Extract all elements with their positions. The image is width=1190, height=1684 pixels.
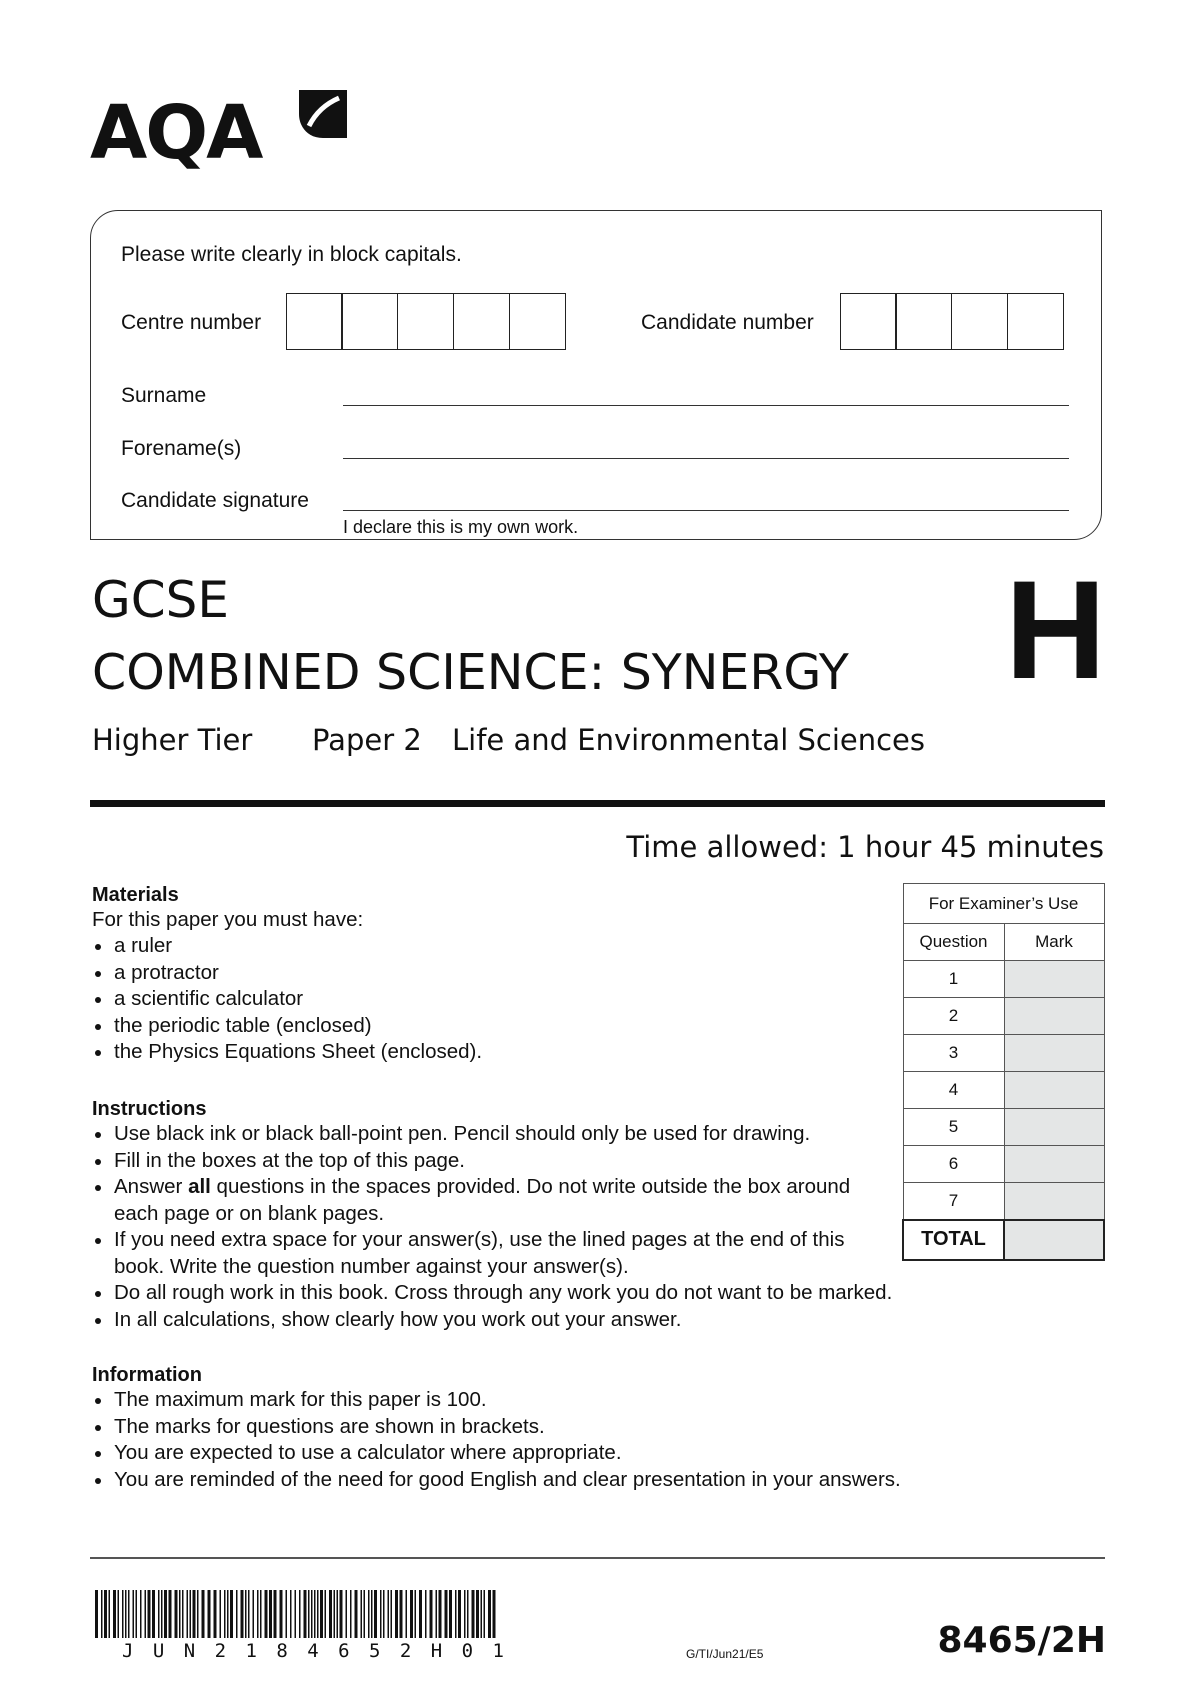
table-row [903,961,1104,998]
signature-label: Candidate signature [121,489,309,512]
barcode-bar [383,1590,385,1638]
barcode-bar [325,1590,327,1638]
instructions-section [92,1098,992,1333]
barcode-bar [274,1590,277,1638]
barcode-bar [410,1590,413,1638]
instructions-heading: Instructions [92,1098,207,1120]
time-allowed: Time allowed: 1 hour 45 minutes [626,830,1104,864]
barcode-bar [193,1590,196,1638]
tier-label: Higher Tier [92,723,253,757]
candidate-details-box [90,210,1102,540]
candidate-digit-box[interactable] [951,293,1008,350]
candidate-digit-box[interactable] [895,293,952,350]
candidate-number-boxes[interactable] [841,293,1064,350]
barcode-bar [158,1590,160,1638]
barcode-bar [304,1590,307,1638]
barcode-bar [145,1590,147,1638]
total-label: TOTAL [903,1220,1004,1260]
barcode-bar [161,1590,163,1638]
barcode-bar [118,1590,120,1638]
barcode-bar [164,1590,167,1638]
information-heading: Information [92,1364,202,1386]
barcode-bar [355,1590,358,1638]
barcode-bar [169,1590,172,1638]
list-item: a scientific calculator [92,986,892,1013]
barcode-bar [133,1590,135,1638]
barcode-bar [187,1590,189,1638]
barcode-bar [419,1590,422,1638]
list-item: Fill in the boxes at the top of this page. [92,1148,992,1175]
barcode-bar [299,1590,301,1638]
list-item: Do all rough work in this book. Cross through any work you do not want to be marked. [92,1280,992,1307]
barcode-bar [125,1590,127,1638]
barcode-bar [104,1590,107,1638]
barcode-bar [488,1590,491,1638]
centre-digit-box[interactable] [286,293,343,350]
barcode-bar [476,1590,479,1638]
qualification-title: GCSE [92,571,229,629]
barcode-bar [214,1590,217,1638]
barcode-bar [334,1590,336,1638]
mark-cell[interactable] [1004,1109,1104,1146]
barcode-bar [337,1590,339,1638]
barcode-bar [280,1590,283,1638]
title-divider [90,800,1105,807]
barcode-bar [395,1590,398,1638]
barcode-bar [308,1590,310,1638]
paper-code: 8465/2H [937,1620,1106,1661]
barcode-bar [380,1590,382,1638]
tier-letter: H [1005,551,1107,708]
barcode-bar [175,1590,178,1638]
barcode-bar [202,1590,205,1638]
candidate-digit-box[interactable] [1007,293,1064,350]
aqa-logo [90,86,350,181]
barcode-bar [415,1590,417,1638]
barcode-bar [458,1590,461,1638]
materials-list [92,933,892,1066]
materials-heading: Materials [92,884,179,906]
list-item: You are expected to use a calculator where appropriate. [92,1440,1072,1467]
barcode-bar [286,1590,288,1638]
list-item: If you need extra space for your answer(s), use the lined pages at the end of this book. Write the question number against your answer(s). [92,1227,872,1280]
subject-title: COMBINED SCIENCE: SYNERGY [92,644,849,701]
centre-digit-box[interactable] [397,293,454,350]
barcode-bar [361,1590,363,1638]
list-item: You are reminded of the need for good English and clear presentation in your answers. [92,1467,1072,1494]
barcode-graphic [95,1590,500,1638]
barcode-bar [179,1590,181,1638]
barcode-bar [152,1590,155,1638]
question-number: 6 [903,1146,1004,1183]
mark-column-header: Mark [1004,924,1104,961]
barcode-bar [208,1590,211,1638]
barcode-bar [227,1590,229,1638]
leaf-logo-icon [295,86,351,142]
centre-digit-box[interactable] [453,293,510,350]
surname-line[interactable] [343,405,1069,406]
question-number: 5 [903,1109,1004,1146]
barcode-bar [241,1590,244,1638]
barcode-bar [391,1590,393,1638]
declaration-text: I declare this is my own work. [343,517,579,537]
mark-cell[interactable] [1004,1146,1104,1183]
barcode-bar [371,1590,373,1638]
barcode-text: J U N 2 1 8 4 6 5 2 H 0 1 [122,1640,508,1662]
list-item: a ruler [92,933,892,960]
barcode-bar [265,1590,268,1638]
question-number: 1 [903,961,1004,998]
question-number: 2 [903,998,1004,1035]
surname-label: Surname [121,384,207,407]
list-item: a protractor [92,960,892,987]
candidate-number-label: Candidate number [641,311,814,334]
barcode-bar [113,1590,116,1638]
barcode-bar [320,1590,323,1638]
barcode-bar [128,1590,130,1638]
barcode-bar [364,1590,366,1638]
barcode-bar [182,1590,184,1638]
barcode-image [95,1590,500,1638]
barcode-bar [445,1590,448,1638]
barcode-bar [350,1590,352,1638]
barcode-bar [224,1590,226,1638]
barcode-bar [388,1590,390,1638]
materials-intro: For this paper you must have: [92,908,364,931]
barcode-bar [467,1590,469,1638]
forename-line[interactable] [343,458,1069,459]
barcode-bar [314,1590,316,1638]
barcode-bar [220,1590,222,1638]
information-section [92,1364,1072,1493]
list-item: the periodic table (enclosed) [92,1013,892,1040]
materials-section [92,884,892,1066]
barcode-bar [406,1590,408,1638]
barcode-bar [481,1590,483,1638]
question-number: 3 [903,1035,1004,1072]
barcode-bar [295,1590,297,1638]
list-item: The maximum mark for this paper is 100. [92,1387,1072,1414]
barcode-bar [230,1590,233,1638]
list-item: the Physics Equations Sheet (enclosed). [92,1039,892,1066]
barcode-bar [290,1590,292,1638]
centre-digit-box[interactable] [341,293,398,350]
logo-text: AQA [90,90,262,176]
barcode-bar [430,1590,433,1638]
paper-reference: G/TI/Jun21/E5 [686,1647,764,1661]
centre-digit-box[interactable] [509,293,566,350]
mark-cell[interactable] [1004,998,1104,1035]
barcode-bar [101,1590,103,1638]
instructions-list [92,1121,992,1333]
mark-cell[interactable] [1004,961,1104,998]
mark-cell[interactable] [1004,1035,1104,1072]
table-row [903,1035,1104,1072]
barcode-bar [368,1590,370,1638]
mark-cell[interactable] [1004,1183,1104,1220]
signature-line[interactable] [343,510,1069,511]
paper-number: Paper 2 [312,723,422,757]
forename-label: Forename(s) [121,437,242,460]
barcode-bar [340,1590,343,1638]
block-capitals-instruction: Please write clearly in block capitals. [121,243,462,266]
instruction-text: Answer [114,1175,189,1198]
list-item: In all calculations, show clearly how you work out your answer. [92,1307,992,1334]
barcode-bar [439,1590,442,1638]
barcode-bar [311,1590,313,1638]
barcode-bar [449,1590,452,1638]
barcode-bar [109,1590,111,1638]
examiner-table-caption: For Examiner’s Use [903,884,1104,924]
barcode-bar [260,1590,262,1638]
barcode-bar [148,1590,151,1638]
instruction-emphasis: all [188,1175,211,1198]
candidate-digit-box[interactable] [840,293,897,350]
barcode-bar [122,1590,124,1638]
centre-number-boxes[interactable] [287,293,566,350]
instruction-text: questions in the spaces provided. Do not write outside the box around each page or on blank pages. [114,1175,851,1225]
barcode-bar [472,1590,475,1638]
barcode-bar [493,1590,496,1638]
table-row [903,998,1104,1035]
total-mark-cell[interactable] [1004,1220,1104,1260]
footer-divider [90,1557,1105,1559]
barcode-bar [329,1590,332,1638]
question-number: 7 [903,1183,1004,1220]
barcode-bar [245,1590,247,1638]
question-column-header: Question [903,924,1004,961]
information-list [92,1387,1072,1493]
barcode-bar [400,1590,403,1638]
list-item [92,1174,872,1227]
barcode-bar [95,1590,98,1638]
centre-number-label: Centre number [121,311,262,334]
barcode-bar [190,1590,192,1638]
barcode-bar [464,1590,466,1638]
barcode-bar [269,1590,272,1638]
barcode-bar [140,1590,142,1638]
barcode-bar [136,1590,138,1638]
question-number: 4 [903,1072,1004,1109]
barcode-bar [236,1590,238,1638]
paper-name: Life and Environmental Sciences [452,723,926,757]
barcode-bar [455,1590,457,1638]
barcode-bar [374,1590,377,1638]
mark-cell[interactable] [1004,1072,1104,1109]
barcode-bar [436,1590,438,1638]
barcode-bar [197,1590,199,1638]
barcode-bar [484,1590,486,1638]
barcode-bar [248,1590,250,1638]
list-item: Use black ink or black ball-point pen. Pencil should only be used for drawing. [92,1121,992,1148]
barcode-bar [346,1590,348,1638]
barcode-bar [257,1590,259,1638]
list-item: The marks for questions are shown in brackets. [92,1414,1072,1441]
barcode-bar [253,1590,255,1638]
barcode-bar [425,1590,427,1638]
barcode-bar [317,1590,319,1638]
